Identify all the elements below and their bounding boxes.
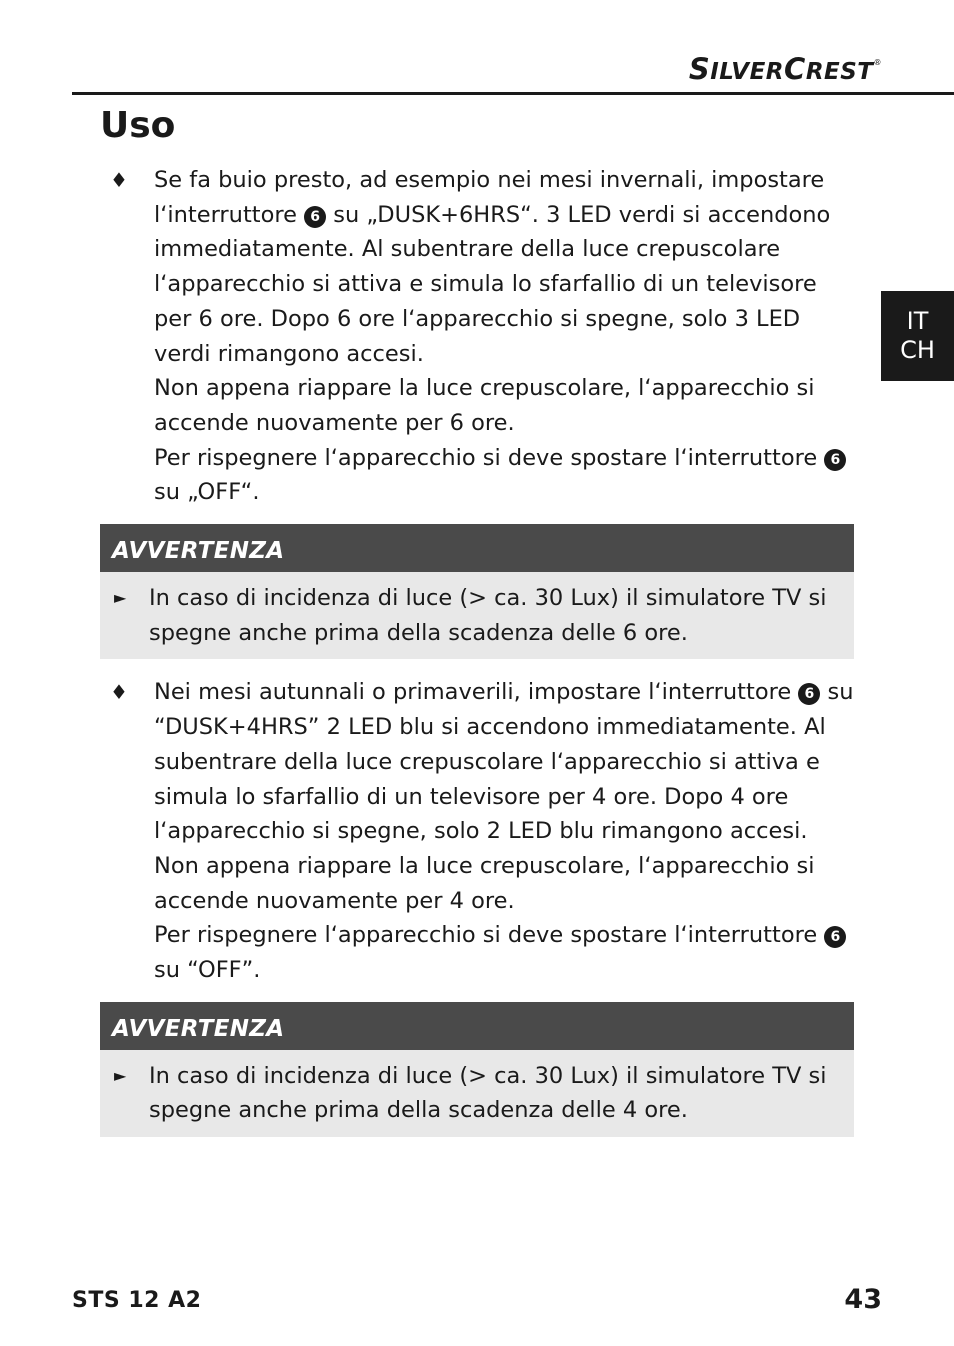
warning-body [100,1050,854,1137]
paragraph: Non appena riappare la luce crepuscolare, l‘apparecchio si accende nuovamente per 4 ore. [154,852,815,914]
arrow-right-icon: ► [114,1065,127,1085]
paragraph: Per rispegnere l‘apparecchio si deve spostare l‘interruttore 6 su „OFF“. [154,441,854,510]
warning-box [100,1002,854,1137]
instruction-dusk-6hrs [100,163,854,510]
warning-body [100,572,854,659]
page-title: Uso [100,105,176,146]
brand-logo: SILVERCREST® [688,52,882,86]
main-content [100,163,854,1153]
warning-box [100,524,854,659]
bullet-diamond-icon: ♦ [110,680,128,705]
paragraph: Non appena riappare la luce crepuscolare, l‘apparecchio si accende nuovamente per 6 ore. [154,375,815,436]
language-code-it: IT [906,307,929,335]
switch-6-icon: 6 [304,206,326,228]
paragraph: Se fa buio presto, ad esempio nei mesi invernali, impostare l‘interruttore 6 su „DUSK+6HRS“. 3 LED verdi si accendono immediatamente. Al subentrare della luce crepuscolare l‘apparecchio si attiva e simula lo sfarfallio di un televisore per 6 ore. Dopo 6 ore l‘apparecchio si spegne, solo 3 LED verdi rimangono accesi. [154,167,831,367]
switch-6-icon: 6 [798,683,820,705]
paragraph: Nei mesi autunnali o primaverili, impostare l‘interruttore 6 su “DUSK+4HRS” 2 LED blu si accendono immediatamente. Al subentrare della luce crepuscolare l‘apparecchio si attiva e simula lo sfarfallio di un televisore per 4 ore. Dopo 4 ore l‘apparecchio si spegne, solo 2 LED blu rimangono accesi. [154,679,854,845]
model-number: STS 12 A2 [72,1288,202,1313]
switch-6-icon: 6 [824,449,846,471]
warning-heading: AVVERTENZA [100,1002,854,1050]
header-rule [72,92,954,95]
language-code-ch: CH [900,336,935,364]
warning-text: In caso di incidenza di luce (> ca. 30 Lux) il simulatore TV si spegne anche prima della scadenza delle 6 ore. [149,585,827,646]
bullet-diamond-icon: ♦ [110,168,128,192]
instruction-dusk-4hrs [100,675,854,987]
language-tab [881,291,954,381]
warning-text: In caso di incidenza di luce (> ca. 30 Lux) il simulatore TV si spegne anche prima della scadenza delle 4 ore. [149,1062,827,1124]
arrow-right-icon: ► [114,588,127,608]
paragraph: Per rispegnere l‘apparecchio si deve spostare l‘interruttore 6 su “OFF”. [154,918,854,987]
warning-heading: AVVERTENZA [100,524,854,572]
page-number: 43 [844,1284,882,1315]
switch-6-icon: 6 [824,926,846,948]
